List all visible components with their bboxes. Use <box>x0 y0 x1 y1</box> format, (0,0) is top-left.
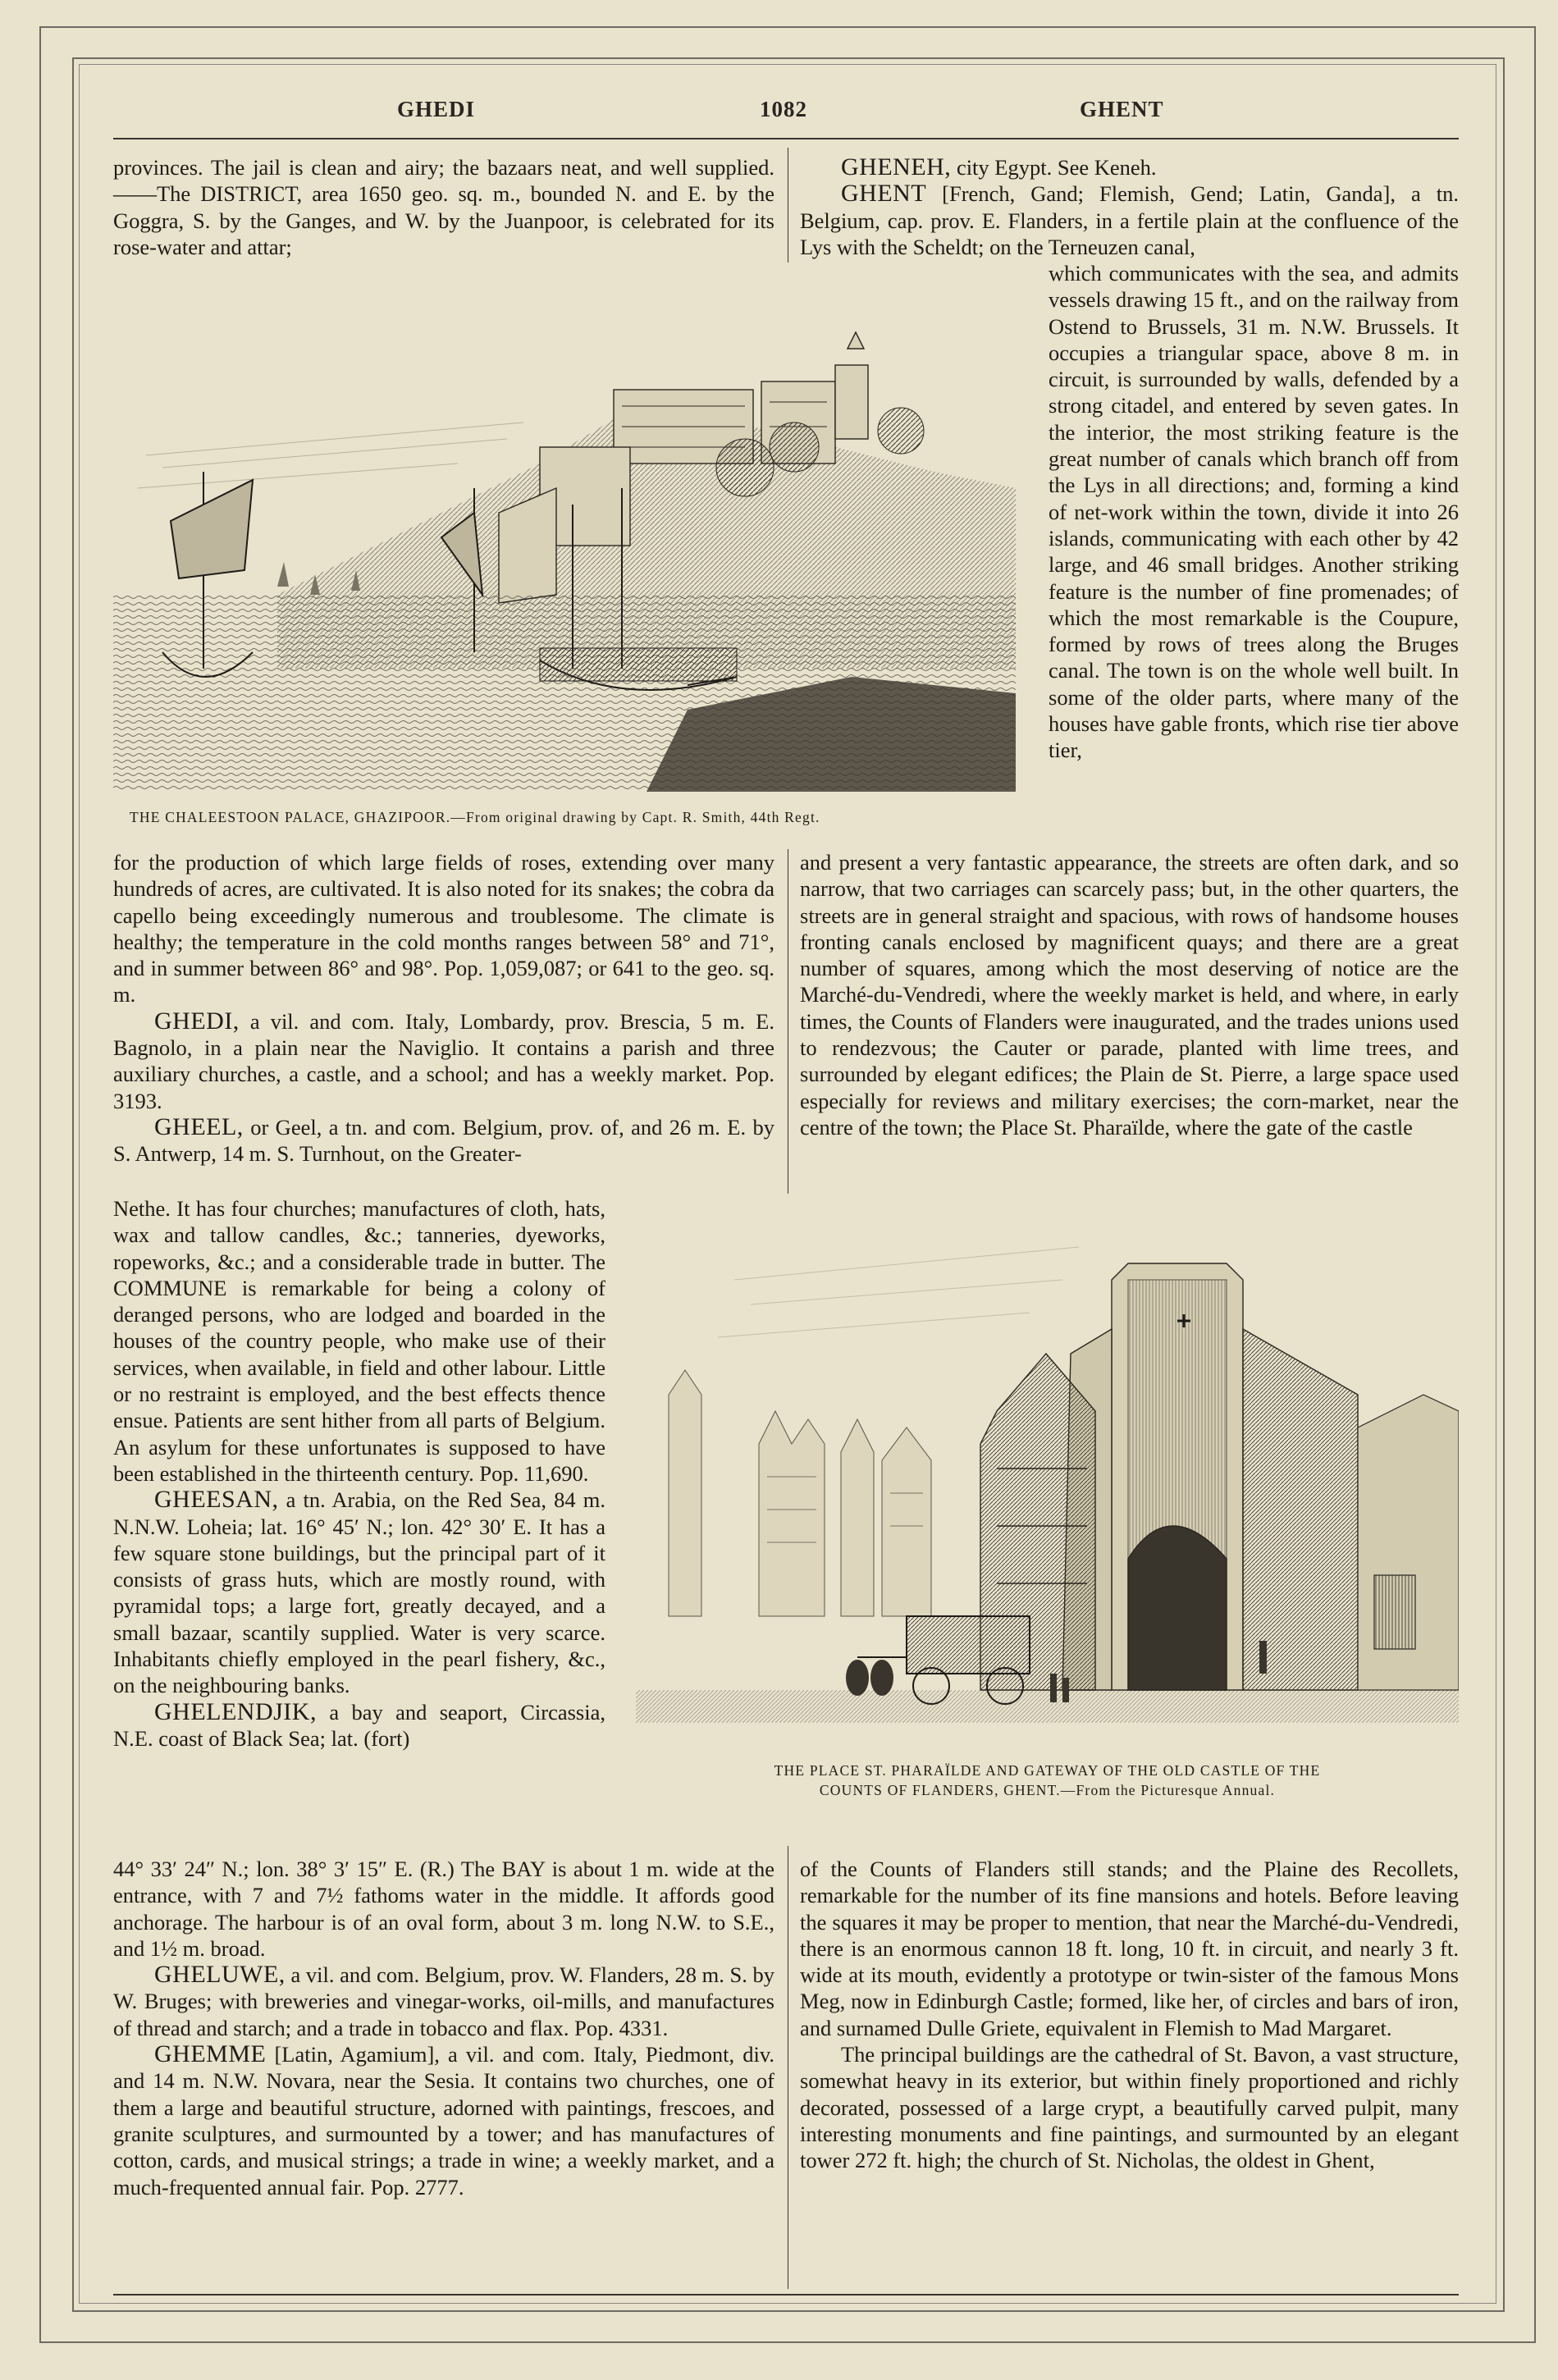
right-column-middle-text: and present a very fantastic appearance, the streets are often dark, and so narrow, that two carriages can scarcely pass; but, in the other quarters, the streets are in general straight and spacious, with rows of handsome houses fronting canals enclosed by magnificent quays; and there are a great number of squares, among which the most deserving of notice are the Marché-du-Vendredi, where the weekly market is held, and where, in early times, the Counts of Flanders were inaugurated, and the trades unions used to rendezvous; the Cauter or parade, planted with lime trees, and surrounded by elegant edifices; the Plain de St. Pierre, a large space used especially for reviews and military exercises; the corn-market, near the centre of the town; the Place St. Pharaïlde, where the gate of the castle <box>800 850 1459 1140</box>
headword-gheesan: GHEESAN, <box>154 1486 279 1514</box>
left-column-bottom-text: 44° 33′ 24″ N.; lon. 38° 3′ 15″ E. (R.) The BAY is about 1 m. wide at the entrance, with 7 and 7½ fathoms water in the middle. It affords good anchorage. The harbour is of an oval form, about 3 m. long N.W. to S.E., and 1½ m. broad. GHELUWE, a vil. and com. Belgium, prov. W. Flanders, 28 m. S. by W. Bruges; with breweries and vinegar-works, oil-mills, and manufactures of thread and starch; and a trade in tobacco and flax. Pop. 4331. GHEMME [Latin, Agamium], a vil. and com. Italy, Piedmont, div. and 14 m. N.W. Novara, near the Sesia. It contains two churches, one of them a large and beautiful structure, adorned with paintings, frescoes, and granite sculptures, and surmounted by a tower; and has manufactures of cotton, cards, and musical strings; a trade in wine; a weekly market, and a much-frequented annual fair. Pop. 2777. <box>113 1857 774 2200</box>
caption-place-st-pharailde: THE PLACE ST. PHARAÏLDE AND GATEWAY OF THE OLD CASTLE OF THE COUNTS OF FLANDERS, GHENT.—From the Picturesque Annual. <box>774 1762 1321 1798</box>
page-number: 1082 <box>760 97 807 121</box>
right-column-top-text <box>800 154 1459 260</box>
left-narrow-text: Nethe. It has four churches; manufactures of cloth, hats, wax and tallow candles, &c.; tanneries, dyeworks, ropeworks, &c.; and a considerable trade in butter. The COMMUNE is remarkable for being a colony of deranged persons, who are lodged and boarded in the houses of the country people, who make use of their services, when available, in field and other labour. Little or no restraint is employed, and the best effects thence ensue. Patients are sent hither from all parts of Belgium. An asylum for these unfortunates is supposed to have been established in the thirteenth century. Pop. 11,690. GHEESAN, a tn. Arabia, on the Red Sea, 84 m. N.N.W. Loheia; lat. 16° 45′ N.; lon. 42° 30′ E. It has a few square stone buildings, but the principal part of it consists of grass huts, which are mostly round, with pyramidal tops; a large fort, greatly decayed, and a small bazaar, scantily supplied. Water is very scarce. Inhabitants chiefly employed in the pearl fishery, &c., on the neighbouring banks. GHELENDJIK, a bay and seaport, Circassia, N.E. coast of Black Sea; lat. (fort) <box>113 1196 605 1751</box>
entry-ghelendjik: GHELENDJIK, a bay and seaport, Circassia, N.E. coast of Black Sea; lat. (fort) <box>113 1697 605 1751</box>
running-head-left: GHEDI <box>397 97 476 121</box>
caption-chaleestoon: THE CHALEESTOON PALACE, GHAZIPOOR.—From original drawing by Capt. R. Smith, 44th Regt. <box>130 809 820 825</box>
chaleestoon-palace-engraving <box>113 324 1016 792</box>
entry-ghent: GHENT [French, Gand; Flemish, Gend; Latin, Ganda], a tn. Belgium, cap. prov. E. Flanders, in a fertile plain at the confluence of the Lys with the Scheldt; on the Terneuzen canal, <box>800 180 1459 259</box>
headword-ghedi: GHEDI, <box>154 1007 240 1035</box>
left-column-top-text <box>113 154 774 260</box>
entry-gheesan: GHEESAN, a tn. Arabia, on the Red Sea, 84 m. N.N.W. Loheia; lat. 16° 45′ N.; lon. 42° 30′ E. It has a few square stone buildings, but the principal part of it consists of grass huts, which are mostly round, with pyramidal tops; a large fort, greatly decayed, and a small bazaar, scantily supplied. Water is very scarce. Inhabitants chiefly employed in the pearl fishery, &c., on the neighbouring banks. <box>113 1486 605 1698</box>
entry-gheel: GHEEL, or Geel, a tn. and com. Belgium, prov. of, and 26 m. E. by S. Antwerp, 14 m. S. Turnhout, on the Greater- <box>113 1112 774 1167</box>
headword-ghemme: GHEMME <box>154 2040 267 2068</box>
left-column-middle-text <box>113 849 774 1167</box>
ghent-narrow-text: which communicates with the sea, and admits vessels drawing 15 ft., and on the railway from Ostend to Brussels, 31 m. N.W. Brussels. It occupies a triangular space, above 8 m. in circuit, is surrounded by walls, defended by a strong citadel, and entered by seven gates. In the interior, the most striking feature is the great number of canals which branch off from the Lys in all directions; and, forming a kind of net-work within the town, divide it into 26 islands, communicating with each other by 42 large, and 46 small bridges. Another striking feature is the number of fine promenades; of which the most remarkable is the Coupure, formed by rows of trees along the Bruges canal. The town is on the whole well built. In some of the older parts, where many of the houses have gable fronts, which rise tier above tier, <box>1049 261 1459 763</box>
entry-gheluwe: GHELUWE, a vil. and com. Belgium, prov. W. Flanders, 28 m. S. by W. Bruges; with breweries and vinegar-works, oil-mills, and manufactures of thread and starch; and a trade in tobacco and flax. Pop. 4331. <box>113 1961 774 2040</box>
running-head-right: GHENT <box>1080 97 1164 121</box>
right-column-bottom-text: of the Counts of Flanders still stands; and the Plaine des Recollets, remarkable for the number of its fine mansions and hotels. Before leaving the squares it may be proper to mention, that near the Marché-du-Vendredi, there is an enormous cannon 18 ft. long, 10 ft. in circuit, and nearly 3 ft. wide at its mouth, evidently a prototype or twin-sister of the famous Mons Meg, now in Edinburgh Castle; formed, like her, of circles and bars of iron, and surnamed Dulle Griete, equivalent in Flemish to Mad Margaret. The principal buildings are the cathedral of St. Bavon, a vast structure, somewhat heavy in its exterior, but within finely proportioned and richly decorated, possessed of a large crypt, a beautifully carved pulpit, many interesting monuments and fine paintings, and surmounted by an elegant tower 272 ft. high; the church of St. Nicholas, the oldest in Ghent, <box>800 1857 1459 2173</box>
ghent-principal-buildings: The principal buildings are the cathedral of St. Bavon, a vast structure, somewhat heavy in its exterior, but within finely proportioned and richly decorated, possessed of a large crypt, a beautifully carved pulpit, many interesting monuments and fine paintings, and surmounted by an elegant tower 272 ft. high; the church of St. Nicholas, the oldest in Ghent, <box>800 2042 1459 2173</box>
entry-ghedi: GHEDI, a vil. and com. Italy, Lombardy, prov. Brescia, 5 m. E. Bagnolo, in a plain near the Naviglio. It contains a parish and three auxiliary churches, a castle, and a school; and has a weekly market. Pop. 3193. <box>113 1007 774 1113</box>
ghazipoor-district-continuation: for the production of which large fields of roses, extending over many hundreds of acres, are cultivated. It is also noted for its snakes; the cobra da capello being exceedingly numerous and troublesome. The climate is healthy; the temperature in the cold months ranges between 58° and 71°, and in summer between 86° and 98°. Pop. 1,059,087; or 641 to the geo. sq. m. <box>113 850 774 1007</box>
entry-gheneh: GHENEH, city Egypt. See Keneh. <box>841 153 1157 180</box>
header-rule <box>113 138 1459 139</box>
place-st-pharailde-engraving <box>636 1231 1459 1756</box>
headword-gheel: GHEEL, <box>154 1112 244 1140</box>
ghazipoor-continuation: provinces. The jail is clean and airy; the bazaars neat, and well supplied.——The DISTRICT, area 1650 geo. sq. m., bounded N. and E. by the Goggra, S. by the Ganges, and W. by the Juanpoor, is celebrated for its rose-water and attar; <box>113 155 774 259</box>
headword-gheluwe: GHELUWE, <box>154 1961 286 1989</box>
headword-ghent: GHENT <box>841 180 927 208</box>
entry-ghemme: GHEMME [Latin, Agamium], a vil. and com. Italy, Piedmont, div. and 14 m. N.W. Novara, near the Sesia. It contains two churches, one of them a large and beautiful structure, adorned with paintings, frescoes, and granite sculptures, and surmounted by a tower; and has manufactures of cotton, cards, and musical strings; a trade in wine; a weekly market, and a much-frequented annual fair. Pop. 2777. <box>113 2040 774 2200</box>
headword-ghelendjik: GHELENDJIK, <box>154 1697 317 1725</box>
footer-rule <box>113 2294 1459 2295</box>
headword-gheneh: GHENEH, <box>841 153 952 180</box>
